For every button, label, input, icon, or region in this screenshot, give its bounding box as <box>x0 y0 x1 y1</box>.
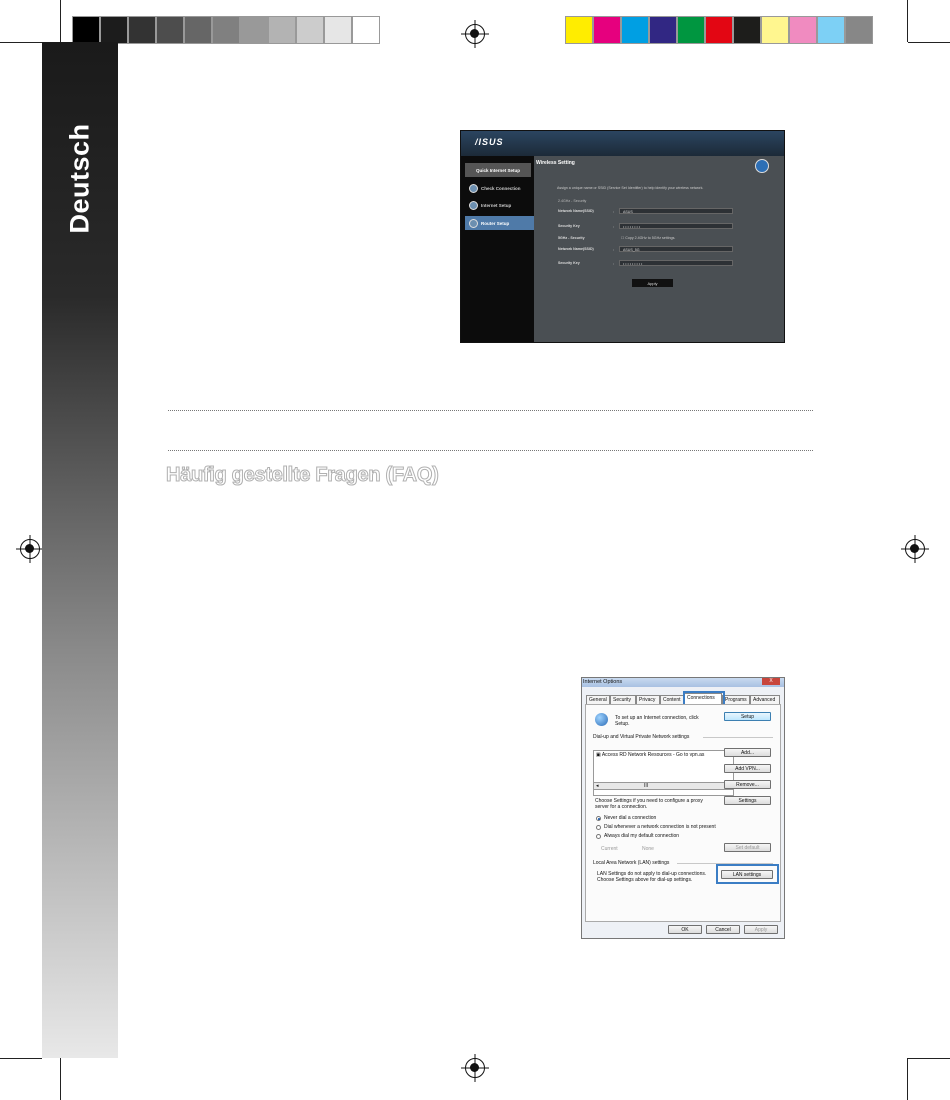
current-value: None <box>642 846 654 852</box>
proxy-text: server for a connection. <box>595 804 648 810</box>
internet-options-dialog <box>581 677 785 939</box>
add-vpn-button[interactable]: Add VPN... <box>724 764 771 773</box>
vpn-entry[interactable]: ▣ Access RD Network Resources - Go to vpn.as <box>596 752 705 758</box>
crop-mark <box>908 1058 950 1059</box>
current-label: Current <box>601 846 618 852</box>
cancel-button[interactable]: Cancel <box>706 925 740 934</box>
lan-settings-button[interactable]: LAN settings <box>721 870 773 879</box>
quick-setup-header: Quick Internet Setup <box>465 163 531 177</box>
label-key-5: Security Key <box>558 261 580 265</box>
radio-label: Dial whenever a network connection is not present <box>604 824 716 830</box>
registration-mark-icon <box>465 24 485 44</box>
radio-never-dial[interactable] <box>596 816 601 821</box>
crop-mark <box>907 0 908 42</box>
tab-security[interactable]: Security <box>610 695 636 704</box>
tab-programs[interactable]: Programs <box>722 695 750 704</box>
crop-mark <box>907 1058 908 1100</box>
copy-settings-checkbox[interactable]: ☐ Copy 2.4GHz to 5GHz settings. <box>621 236 676 240</box>
key-5-field[interactable]: • • • • • • • • • <box>619 260 733 266</box>
registration-mark-icon <box>20 539 40 559</box>
tab-general[interactable]: General <box>586 695 610 704</box>
setup-text: Setup. <box>615 721 630 727</box>
section-5ghz: 5GHz - Security <box>558 236 585 240</box>
color-swatch-4 <box>677 16 705 44</box>
crop-mark <box>0 42 42 43</box>
lan-text: LAN Settings do not apply to dial-up connections. <box>597 871 707 877</box>
router-header <box>461 131 784 156</box>
gray-swatch-5 <box>212 16 240 44</box>
gray-swatch-9 <box>324 16 352 44</box>
wireless-description: Assign a unique name or SSID (Service Set Identifier) to help identify your wireless network. <box>557 186 704 190</box>
radio-always-dial[interactable] <box>596 834 601 839</box>
set-default-button[interactable]: Set default <box>724 843 771 852</box>
group-divider <box>703 737 773 738</box>
crop-mark <box>60 1058 61 1100</box>
gray-swatch-6 <box>240 16 268 44</box>
gray-swatch-2 <box>128 16 156 44</box>
gray-color-bar <box>72 16 380 44</box>
color-swatch-6 <box>733 16 761 44</box>
dotted-separator <box>168 450 813 451</box>
dotted-separator <box>168 410 813 411</box>
internet-setup-icon <box>469 201 478 210</box>
wireless-setting-title: Wireless Setting <box>536 160 575 166</box>
section-24ghz: 2.4GHz - Security <box>558 199 587 203</box>
crop-mark <box>0 1058 42 1059</box>
gray-swatch-8 <box>296 16 324 44</box>
color-swatch-7 <box>761 16 789 44</box>
ok-button[interactable]: OK <box>668 925 702 934</box>
label-ssid-5: Network Name(SSID) <box>558 247 594 251</box>
menu-check-connection[interactable]: Check Connection <box>465 181 531 195</box>
network-icon: ▣ <box>596 752 602 758</box>
radio-dial-whenever[interactable] <box>596 825 601 830</box>
color-bar <box>565 16 873 44</box>
tab-connections[interactable]: Connections <box>684 693 722 704</box>
colon: : <box>613 209 615 214</box>
lan-text: Choose Settings above for dial-up settings. <box>597 877 693 883</box>
crop-mark <box>60 0 61 42</box>
router-setup-icon <box>469 219 478 228</box>
color-swatch-8 <box>789 16 817 44</box>
tab-privacy[interactable]: Privacy <box>636 695 660 704</box>
lan-settings-highlight <box>716 864 779 884</box>
gray-swatch-10 <box>352 16 380 44</box>
radio-label: Never dial a connection <box>604 815 657 821</box>
colon: : <box>613 261 615 266</box>
tab-advanced[interactable]: Advanced <box>750 695 780 704</box>
setup-text: To set up an Internet connection, click <box>615 715 699 721</box>
label-key-24: Security Key <box>558 224 580 228</box>
colon: : <box>613 247 615 252</box>
apply-button[interactable]: Apply <box>632 279 673 287</box>
ssid-5-field[interactable]: ASUS_5G <box>619 246 733 252</box>
menu-router-setup[interactable]: Router Setup <box>465 216 535 230</box>
color-swatch-2 <box>621 16 649 44</box>
gray-swatch-0 <box>72 16 100 44</box>
lan-group-label: Local Area Network (LAN) settings <box>593 860 670 866</box>
tab-content[interactable]: Content <box>660 695 684 704</box>
gray-swatch-4 <box>184 16 212 44</box>
crop-mark <box>908 42 950 43</box>
check-connection-icon <box>469 184 478 193</box>
add-button[interactable]: Add... <box>724 748 771 757</box>
key-24-field[interactable]: • • • • • • • • <box>619 223 733 229</box>
radio-label: Always dial my default connection <box>604 833 680 839</box>
vpn-list-scrollbar[interactable]: ◂ III <box>593 782 734 790</box>
gray-swatch-1 <box>100 16 128 44</box>
color-swatch-0 <box>565 16 593 44</box>
color-swatch-9 <box>817 16 845 44</box>
dialog-title: Internet Options <box>582 678 784 687</box>
vpn-group-label: Dial-up and Virtual Private Network settings <box>593 734 690 740</box>
home-icon[interactable] <box>755 159 769 173</box>
gray-swatch-7 <box>268 16 296 44</box>
registration-mark-icon <box>465 1058 485 1078</box>
colon: : <box>613 224 615 229</box>
apply-button[interactable]: Apply <box>744 925 778 934</box>
router-setup-screenshot <box>460 130 785 343</box>
registration-mark-icon <box>905 539 925 559</box>
language-label: Deutsch <box>64 122 95 234</box>
ssid-24-field[interactable]: ASUS <box>619 208 733 214</box>
close-icon[interactable]: X <box>762 678 780 685</box>
proxy-text: Choose Settings if you need to configure a proxy <box>595 798 703 804</box>
color-swatch-1 <box>593 16 621 44</box>
settings-button[interactable]: Settings <box>724 796 771 805</box>
label-ssid-24: Network Name(SSID) <box>558 209 594 213</box>
gray-swatch-3 <box>156 16 184 44</box>
menu-internet-setup[interactable]: Internet Setup <box>465 198 531 212</box>
remove-button[interactable]: Remove... <box>724 780 771 789</box>
color-swatch-10 <box>845 16 873 44</box>
color-swatch-3 <box>649 16 677 44</box>
asus-logo: /ISUS <box>475 137 504 147</box>
faq-heading: Häufig gestellte Fragen (FAQ) <box>166 464 439 486</box>
setup-button[interactable]: Setup <box>724 712 771 721</box>
globe-icon <box>595 713 608 726</box>
color-swatch-5 <box>705 16 733 44</box>
